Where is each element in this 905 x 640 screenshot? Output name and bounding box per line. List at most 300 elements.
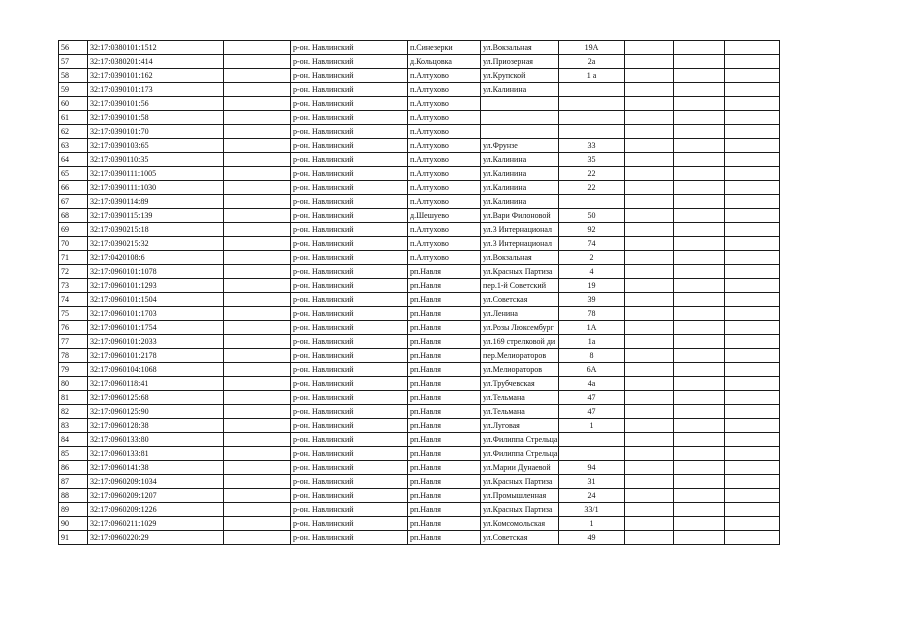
row-number-cell: 84 (59, 433, 88, 447)
blank-cell-cell (224, 461, 291, 475)
street-cell: ул.Вари Филоновой (481, 209, 559, 223)
table-row (59, 447, 780, 461)
extra-cell-3-cell (725, 125, 780, 139)
table-row (59, 125, 780, 139)
extra-cell-1-cell (625, 167, 674, 181)
settlement-cell: рп.Навля (408, 433, 481, 447)
extra-cell-1-cell (625, 475, 674, 489)
extra-cell-2-cell (674, 433, 725, 447)
row-number-cell: 57 (59, 55, 88, 69)
house-number-cell: 78 (559, 307, 625, 321)
cadastral-number-cell: 32:17:0390101:70 (88, 125, 224, 139)
district-cell: р-он. Навлинский (291, 503, 408, 517)
row-number-cell: 88 (59, 489, 88, 503)
extra-cell-2-cell (674, 209, 725, 223)
street-cell: ул.Филиппа Стрельца (481, 447, 559, 461)
row-number-cell: 71 (59, 251, 88, 265)
row-number-cell: 66 (59, 181, 88, 195)
cadastral-number-cell: 32:17:0960118:41 (88, 377, 224, 391)
extra-cell-3-cell (725, 83, 780, 97)
cadastral-number-cell: 32:17:0380101:1512 (88, 41, 224, 55)
row-number-cell: 56 (59, 41, 88, 55)
cadastral-number-cell: 32:17:0960101:1078 (88, 265, 224, 279)
settlement-cell: рп.Навля (408, 517, 481, 531)
street-cell (481, 111, 559, 125)
extra-cell-2-cell (674, 489, 725, 503)
extra-cell-1-cell (625, 517, 674, 531)
house-number-cell: 8 (559, 349, 625, 363)
extra-cell-1-cell (625, 139, 674, 153)
table-row (59, 41, 780, 55)
extra-cell-1-cell (625, 321, 674, 335)
property-table (58, 40, 780, 545)
settlement-cell: п.Алтухово (408, 69, 481, 83)
table-row (59, 153, 780, 167)
house-number-cell: 22 (559, 181, 625, 195)
extra-cell-2-cell (674, 447, 725, 461)
blank-cell-cell (224, 41, 291, 55)
street-cell: ул.Вокзальная (481, 41, 559, 55)
district-cell: р-он. Навлинский (291, 475, 408, 489)
district-cell: р-он. Навлинский (291, 125, 408, 139)
extra-cell-3-cell (725, 363, 780, 377)
house-number-cell: 50 (559, 209, 625, 223)
row-number-cell: 60 (59, 97, 88, 111)
blank-cell-cell (224, 83, 291, 97)
cadastral-number-cell: 32:17:0960128:38 (88, 419, 224, 433)
settlement-cell: п.Алтухово (408, 251, 481, 265)
cadastral-number-cell: 32:17:0960220:29 (88, 531, 224, 545)
table-row (59, 307, 780, 321)
street-cell: ул.Калинина (481, 181, 559, 195)
cadastral-number-cell: 32:17:0390101:162 (88, 69, 224, 83)
extra-cell-3-cell (725, 433, 780, 447)
blank-cell-cell (224, 433, 291, 447)
street-cell: ул.Советская (481, 293, 559, 307)
extra-cell-2-cell (674, 181, 725, 195)
house-number-cell: 4а (559, 377, 625, 391)
row-number-cell: 58 (59, 69, 88, 83)
table-row (59, 97, 780, 111)
table-row (59, 167, 780, 181)
table-row (59, 503, 780, 517)
street-cell: ул.Розы Люксембург (481, 321, 559, 335)
street-cell: ул.Фрунзе (481, 139, 559, 153)
extra-cell-2-cell (674, 391, 725, 405)
row-number-cell: 61 (59, 111, 88, 125)
table-row (59, 237, 780, 251)
extra-cell-3-cell (725, 517, 780, 531)
street-cell: ул.Приозерная (481, 55, 559, 69)
blank-cell-cell (224, 153, 291, 167)
blank-cell-cell (224, 321, 291, 335)
house-number-cell: 1а (559, 335, 625, 349)
extra-cell-1-cell (625, 125, 674, 139)
extra-cell-3-cell (725, 251, 780, 265)
house-number-cell: 39 (559, 293, 625, 307)
extra-cell-2-cell (674, 41, 725, 55)
blank-cell-cell (224, 139, 291, 153)
street-cell: пер.1-й Советский (481, 279, 559, 293)
extra-cell-1-cell (625, 55, 674, 69)
cadastral-number-cell: 32:17:0960209:1034 (88, 475, 224, 489)
row-number-cell: 74 (59, 293, 88, 307)
house-number-cell: 1А (559, 321, 625, 335)
house-number-cell: 1 а (559, 69, 625, 83)
row-number-cell: 81 (59, 391, 88, 405)
extra-cell-3-cell (725, 419, 780, 433)
street-cell: ул.169 стрелковой ди (481, 335, 559, 349)
settlement-cell: рп.Навля (408, 363, 481, 377)
house-number-cell: 4 (559, 265, 625, 279)
blank-cell-cell (224, 419, 291, 433)
house-number-cell: 24 (559, 489, 625, 503)
settlement-cell: рп.Навля (408, 447, 481, 461)
extra-cell-1-cell (625, 349, 674, 363)
house-number-cell: 92 (559, 223, 625, 237)
street-cell: ул.Комсомольская (481, 517, 559, 531)
district-cell: р-он. Навлинский (291, 363, 408, 377)
street-cell (481, 97, 559, 111)
row-number-cell: 91 (59, 531, 88, 545)
extra-cell-1-cell (625, 181, 674, 195)
extra-cell-2-cell (674, 237, 725, 251)
row-number-cell: 79 (59, 363, 88, 377)
house-number-cell (559, 195, 625, 209)
blank-cell-cell (224, 279, 291, 293)
district-cell: р-он. Навлинский (291, 223, 408, 237)
extra-cell-3-cell (725, 265, 780, 279)
extra-cell-3-cell (725, 391, 780, 405)
extra-cell-3-cell (725, 405, 780, 419)
extra-cell-1-cell (625, 307, 674, 321)
house-number-cell: 1 (559, 517, 625, 531)
street-cell: ул.Красных Партиза (481, 503, 559, 517)
settlement-cell: рп.Навля (408, 475, 481, 489)
extra-cell-3-cell (725, 531, 780, 545)
extra-cell-2-cell (674, 503, 725, 517)
extra-cell-2-cell (674, 69, 725, 83)
cadastral-number-cell: 32:17:0960101:2178 (88, 349, 224, 363)
row-number-cell: 90 (59, 517, 88, 531)
extra-cell-1-cell (625, 433, 674, 447)
street-cell: ул.Ленина (481, 307, 559, 321)
cadastral-number-cell: 32:17:0390111:1030 (88, 181, 224, 195)
cadastral-number-cell: 32:17:0390110:35 (88, 153, 224, 167)
blank-cell-cell (224, 97, 291, 111)
house-number-cell: 35 (559, 153, 625, 167)
settlement-cell: п.Алтухово (408, 125, 481, 139)
district-cell: р-он. Навлинский (291, 293, 408, 307)
district-cell: р-он. Навлинский (291, 405, 408, 419)
settlement-cell: п.Алтухово (408, 153, 481, 167)
extra-cell-3-cell (725, 209, 780, 223)
extra-cell-2-cell (674, 293, 725, 307)
blank-cell-cell (224, 377, 291, 391)
street-cell: ул.3 Интернационал (481, 223, 559, 237)
row-number-cell: 86 (59, 461, 88, 475)
table-row (59, 391, 780, 405)
district-cell: р-он. Навлинский (291, 251, 408, 265)
extra-cell-2-cell (674, 377, 725, 391)
settlement-cell: рп.Навля (408, 321, 481, 335)
settlement-cell: п.Алтухово (408, 195, 481, 209)
cadastral-number-cell: 32:17:0390115:139 (88, 209, 224, 223)
house-number-cell: 2 (559, 251, 625, 265)
extra-cell-2-cell (674, 461, 725, 475)
district-cell: р-он. Навлинский (291, 181, 408, 195)
cadastral-number-cell: 32:17:0960125:68 (88, 391, 224, 405)
street-cell: ул.Тельмана (481, 391, 559, 405)
extra-cell-3-cell (725, 69, 780, 83)
extra-cell-2-cell (674, 55, 725, 69)
table-row (59, 377, 780, 391)
extra-cell-1-cell (625, 447, 674, 461)
district-cell: р-он. Навлинский (291, 307, 408, 321)
row-number-cell: 69 (59, 223, 88, 237)
table-row (59, 139, 780, 153)
street-cell: ул.Калинина (481, 195, 559, 209)
cadastral-number-cell: 32:17:0960141:38 (88, 461, 224, 475)
house-number-cell (559, 447, 625, 461)
blank-cell-cell (224, 55, 291, 69)
settlement-cell: рп.Навля (408, 391, 481, 405)
district-cell: р-он. Навлинский (291, 41, 408, 55)
extra-cell-3-cell (725, 139, 780, 153)
extra-cell-2-cell (674, 363, 725, 377)
cadastral-number-cell: 32:17:0960101:1293 (88, 279, 224, 293)
house-number-cell: 94 (559, 461, 625, 475)
cadastral-number-cell: 32:17:0960101:1754 (88, 321, 224, 335)
extra-cell-3-cell (725, 335, 780, 349)
district-cell: р-он. Навлинский (291, 139, 408, 153)
row-number-cell: 65 (59, 167, 88, 181)
table-row (59, 279, 780, 293)
street-cell: ул.3 Интернационал (481, 237, 559, 251)
district-cell: р-он. Навлинский (291, 419, 408, 433)
extra-cell-2-cell (674, 475, 725, 489)
settlement-cell: рп.Навля (408, 307, 481, 321)
district-cell: р-он. Навлинский (291, 349, 408, 363)
cadastral-number-cell: 32:17:0390101:58 (88, 111, 224, 125)
row-number-cell: 89 (59, 503, 88, 517)
blank-cell-cell (224, 391, 291, 405)
house-number-cell: 33 (559, 139, 625, 153)
settlement-cell: рп.Навля (408, 405, 481, 419)
cadastral-number-cell: 32:17:0420108:6 (88, 251, 224, 265)
extra-cell-1-cell (625, 41, 674, 55)
street-cell: ул.Крупской (481, 69, 559, 83)
extra-cell-2-cell (674, 321, 725, 335)
house-number-cell: 22 (559, 167, 625, 181)
cadastral-number-cell: 32:17:0390101:173 (88, 83, 224, 97)
settlement-cell: д.Шешуево (408, 209, 481, 223)
district-cell: р-он. Навлинский (291, 265, 408, 279)
street-cell: ул.Промышленная (481, 489, 559, 503)
blank-cell-cell (224, 181, 291, 195)
blank-cell-cell (224, 223, 291, 237)
table-row (59, 69, 780, 83)
table-row (59, 83, 780, 97)
house-number-cell (559, 97, 625, 111)
extra-cell-1-cell (625, 405, 674, 419)
row-number-cell: 67 (59, 195, 88, 209)
street-cell (481, 125, 559, 139)
extra-cell-2-cell (674, 251, 725, 265)
table-row (59, 55, 780, 69)
extra-cell-1-cell (625, 489, 674, 503)
row-number-cell: 83 (59, 419, 88, 433)
table-row (59, 181, 780, 195)
extra-cell-3-cell (725, 223, 780, 237)
table-row (59, 475, 780, 489)
row-number-cell: 82 (59, 405, 88, 419)
extra-cell-2-cell (674, 307, 725, 321)
extra-cell-3-cell (725, 349, 780, 363)
extra-cell-3-cell (725, 293, 780, 307)
row-number-cell: 85 (59, 447, 88, 461)
extra-cell-1-cell (625, 531, 674, 545)
blank-cell-cell (224, 363, 291, 377)
extra-cell-2-cell (674, 335, 725, 349)
extra-cell-1-cell (625, 69, 674, 83)
street-cell: ул.Калинина (481, 153, 559, 167)
street-cell: ул.Калинина (481, 83, 559, 97)
settlement-cell: рп.Навля (408, 531, 481, 545)
settlement-cell: п.Алтухово (408, 167, 481, 181)
settlement-cell: п.Алтухово (408, 181, 481, 195)
district-cell: р-он. Навлинский (291, 97, 408, 111)
blank-cell-cell (224, 517, 291, 531)
extra-cell-1-cell (625, 97, 674, 111)
blank-cell-cell (224, 503, 291, 517)
district-cell: р-он. Навлинский (291, 69, 408, 83)
extra-cell-1-cell (625, 195, 674, 209)
house-number-cell: 19А (559, 41, 625, 55)
settlement-cell: рп.Навля (408, 293, 481, 307)
extra-cell-2-cell (674, 111, 725, 125)
settlement-cell: рп.Навля (408, 349, 481, 363)
extra-cell-1-cell (625, 223, 674, 237)
house-number-cell: 74 (559, 237, 625, 251)
extra-cell-1-cell (625, 419, 674, 433)
cadastral-number-cell: 32:17:0960104:1068 (88, 363, 224, 377)
house-number-cell (559, 111, 625, 125)
extra-cell-1-cell (625, 391, 674, 405)
extra-cell-2-cell (674, 531, 725, 545)
house-number-cell (559, 83, 625, 97)
extra-cell-3-cell (725, 181, 780, 195)
row-number-cell: 63 (59, 139, 88, 153)
district-cell: р-он. Навлинский (291, 209, 408, 223)
house-number-cell: 33/1 (559, 503, 625, 517)
cadastral-number-cell: 32:17:0390101:56 (88, 97, 224, 111)
district-cell: р-он. Навлинский (291, 279, 408, 293)
extra-cell-3-cell (725, 167, 780, 181)
extra-cell-3-cell (725, 111, 780, 125)
cadastral-number-cell: 32:17:0390111:1005 (88, 167, 224, 181)
table-row (59, 111, 780, 125)
extra-cell-3-cell (725, 279, 780, 293)
blank-cell-cell (224, 195, 291, 209)
row-number-cell: 78 (59, 349, 88, 363)
district-cell: р-он. Навлинский (291, 433, 408, 447)
table-row (59, 209, 780, 223)
extra-cell-1-cell (625, 279, 674, 293)
row-number-cell: 64 (59, 153, 88, 167)
cadastral-number-cell: 32:17:0380201:414 (88, 55, 224, 69)
district-cell: р-он. Навлинский (291, 321, 408, 335)
settlement-cell: д.Кольцовка (408, 55, 481, 69)
settlement-cell: рп.Навля (408, 377, 481, 391)
settlement-cell: рп.Навля (408, 503, 481, 517)
cadastral-number-cell: 32:17:0960211:1029 (88, 517, 224, 531)
settlement-cell: рп.Навля (408, 419, 481, 433)
district-cell: р-он. Навлинский (291, 111, 408, 125)
extra-cell-1-cell (625, 377, 674, 391)
row-number-cell: 80 (59, 377, 88, 391)
table-row (59, 349, 780, 363)
house-number-cell: 47 (559, 391, 625, 405)
street-cell: ул.Красных Партиза (481, 265, 559, 279)
blank-cell-cell (224, 447, 291, 461)
extra-cell-1-cell (625, 237, 674, 251)
street-cell: ул.Трубчевская (481, 377, 559, 391)
extra-cell-2-cell (674, 167, 725, 181)
cadastral-number-cell: 32:17:0390103:65 (88, 139, 224, 153)
extra-cell-1-cell (625, 461, 674, 475)
street-cell: ул.Мелиораторов (481, 363, 559, 377)
district-cell: р-он. Навлинский (291, 447, 408, 461)
table-row (59, 293, 780, 307)
table-row (59, 265, 780, 279)
cadastral-number-cell: 32:17:0960133:80 (88, 433, 224, 447)
district-cell: р-он. Навлинский (291, 391, 408, 405)
cadastral-number-cell: 32:17:0960101:2033 (88, 335, 224, 349)
blank-cell-cell (224, 69, 291, 83)
street-cell: ул.Калинина (481, 167, 559, 181)
table-row (59, 419, 780, 433)
settlement-cell: п.Алтухово (408, 97, 481, 111)
blank-cell-cell (224, 531, 291, 545)
blank-cell-cell (224, 293, 291, 307)
street-cell: ул.Вокзальная (481, 251, 559, 265)
extra-cell-2-cell (674, 195, 725, 209)
cadastral-number-cell: 32:17:0960133:81 (88, 447, 224, 461)
blank-cell-cell (224, 251, 291, 265)
row-number-cell: 72 (59, 265, 88, 279)
district-cell: р-он. Навлинский (291, 195, 408, 209)
district-cell: р-он. Навлинский (291, 531, 408, 545)
blank-cell-cell (224, 265, 291, 279)
blank-cell-cell (224, 111, 291, 125)
row-number-cell: 75 (59, 307, 88, 321)
blank-cell-cell (224, 307, 291, 321)
district-cell: р-он. Навлинский (291, 489, 408, 503)
extra-cell-3-cell (725, 153, 780, 167)
extra-cell-2-cell (674, 517, 725, 531)
house-number-cell: 31 (559, 475, 625, 489)
house-number-cell: 49 (559, 531, 625, 545)
table-row (59, 363, 780, 377)
house-number-cell (559, 125, 625, 139)
table-row (59, 195, 780, 209)
blank-cell-cell (224, 405, 291, 419)
row-number-cell: 68 (59, 209, 88, 223)
table-row (59, 335, 780, 349)
street-cell: ул.Тельмана (481, 405, 559, 419)
blank-cell-cell (224, 489, 291, 503)
